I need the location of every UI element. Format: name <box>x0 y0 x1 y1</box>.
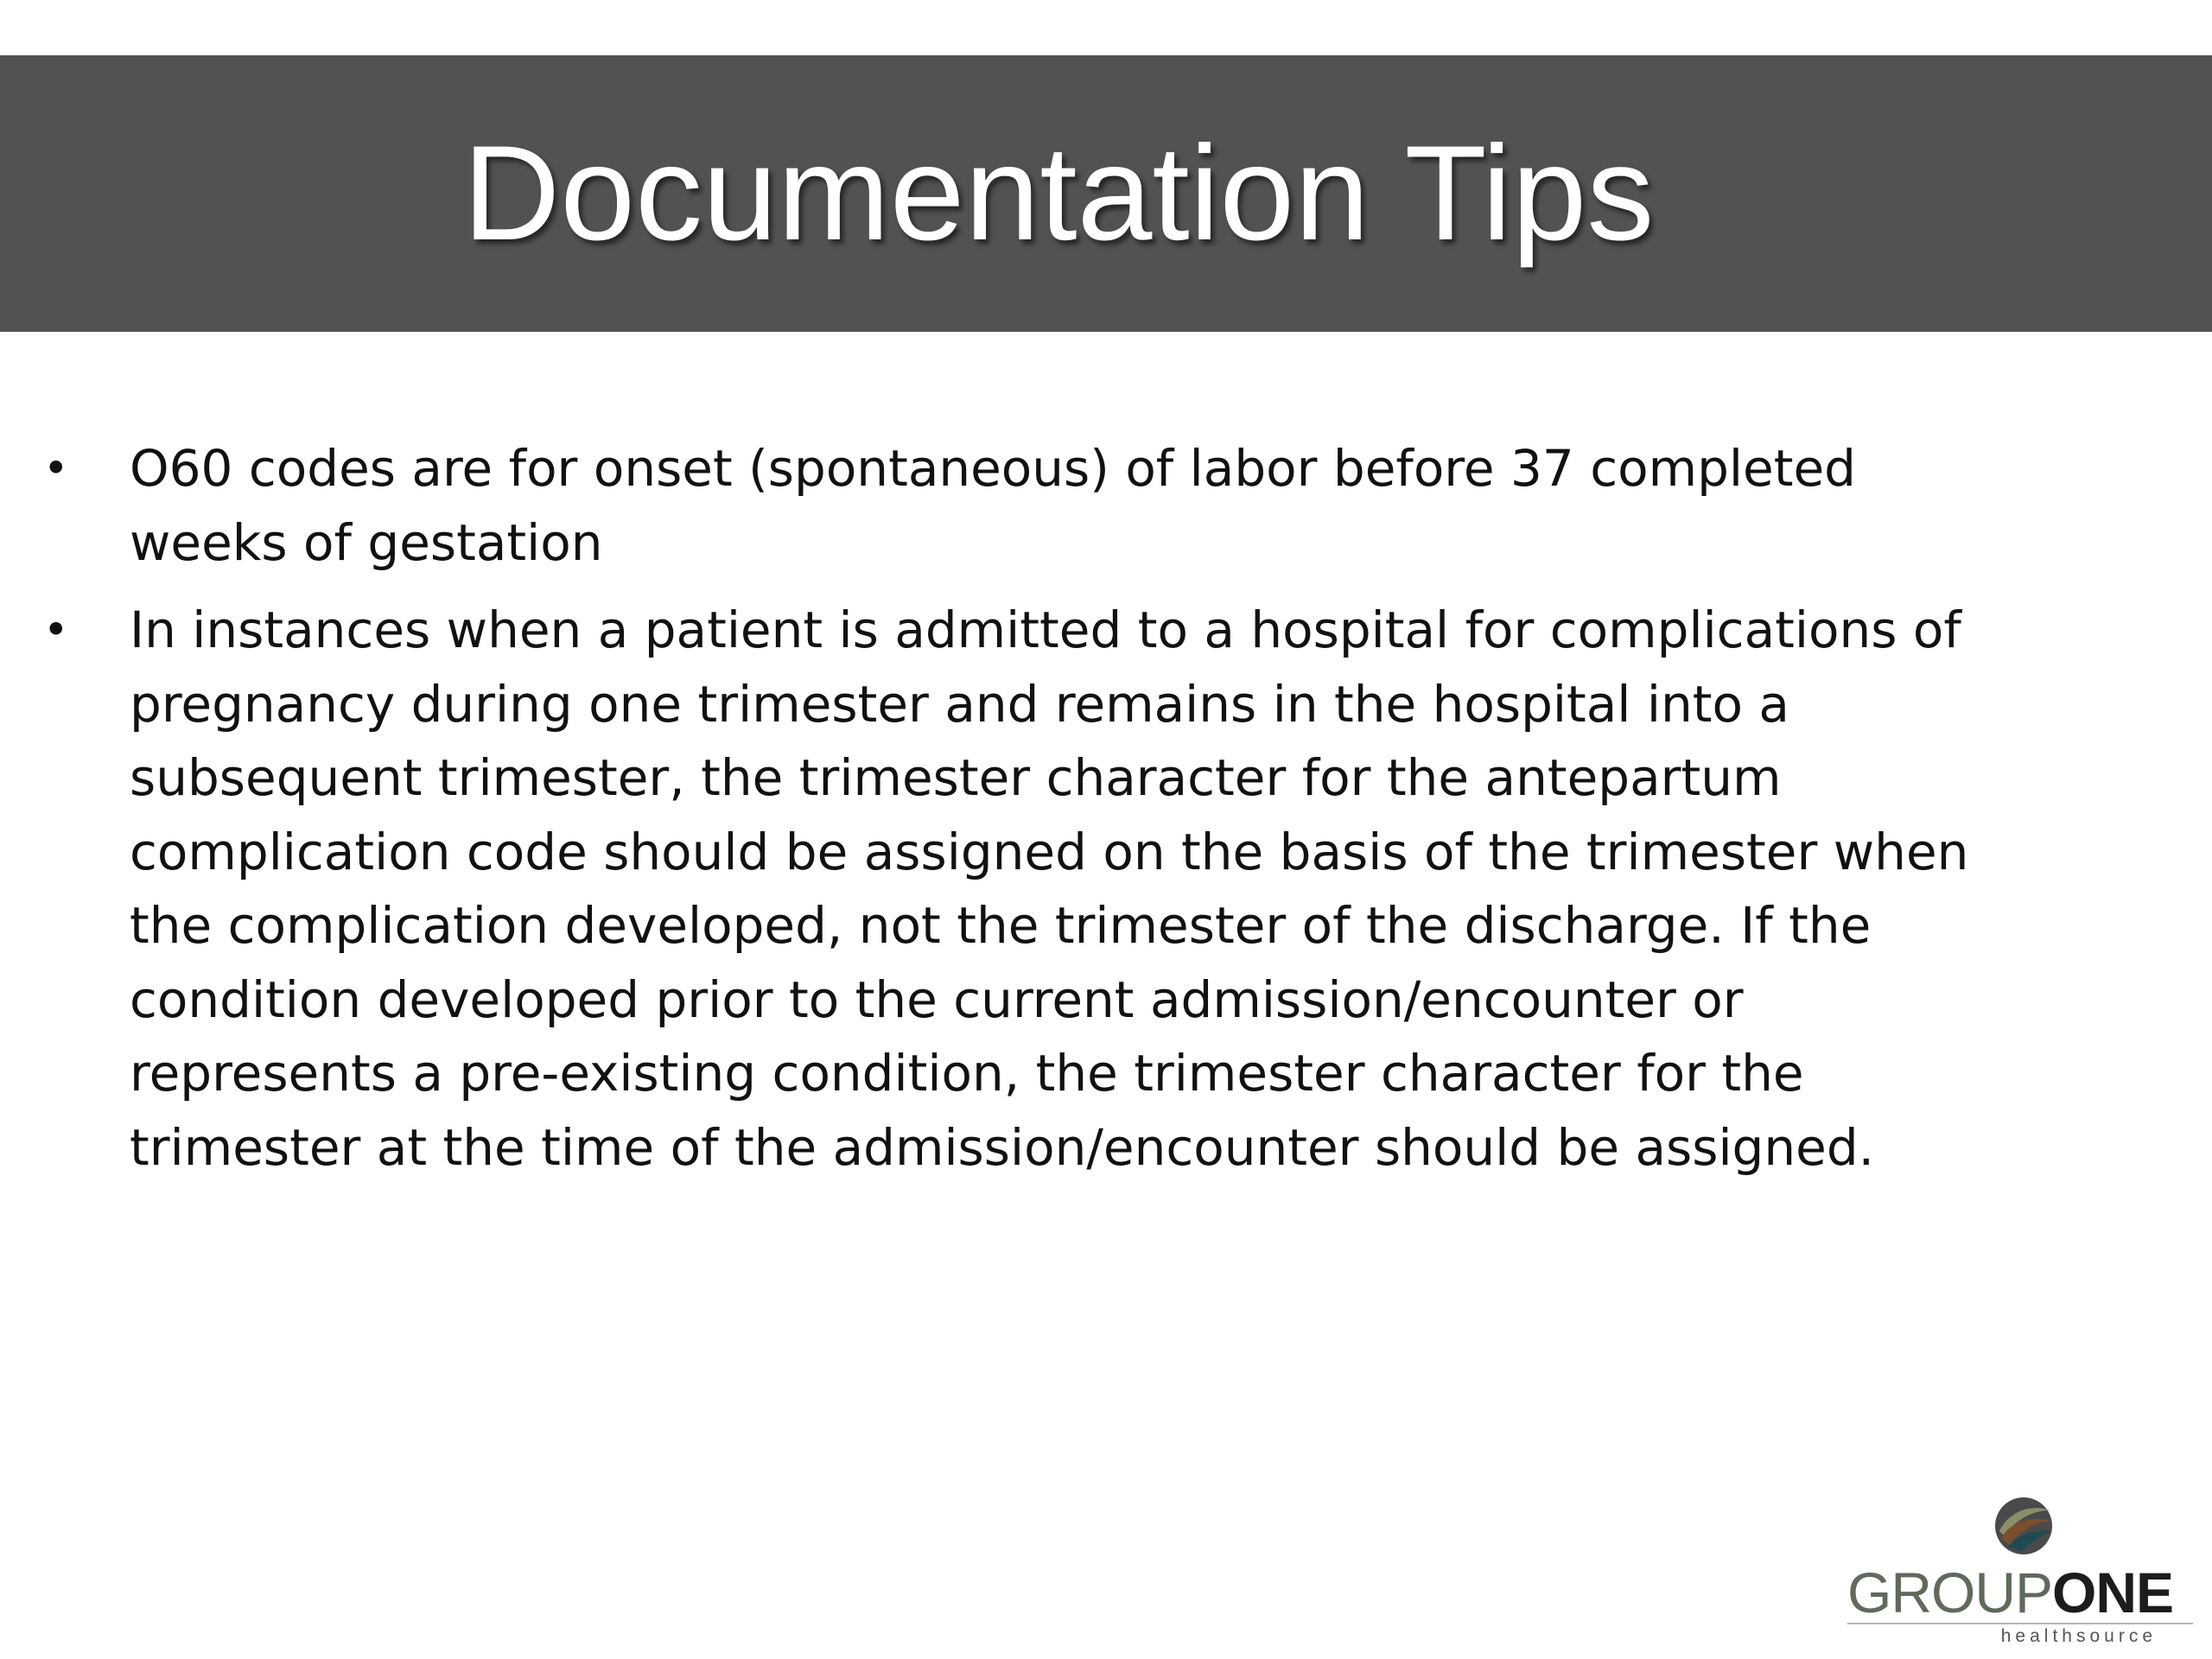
company-logo <box>1847 1495 2193 1646</box>
bullet-line: weeks of gestation <box>130 512 603 572</box>
bullet-item-2 <box>43 594 2031 1185</box>
bullet-marker: • <box>43 605 69 655</box>
logo-word-one: ONE <box>2052 1560 2174 1624</box>
bullet-line: represents a pre-existing condition, the trimester character for the <box>130 1044 1804 1103</box>
slide-content <box>43 432 2031 1198</box>
bullet-line: In instances when a patient is admitted to a hospital for complications of <box>130 601 1961 659</box>
bullet-line: condition developed prior to the current admission/encounter or <box>130 969 1744 1029</box>
bullet-line: complication code should be assigned on the basis of the trimester when <box>130 822 1969 881</box>
slide-title: Documentation Tips <box>462 118 1655 269</box>
bullet-item-1 <box>43 432 2031 580</box>
bullet-line: pregnancy during one trimester and remains in the hospital into a <box>130 674 1789 734</box>
logo-wordmark <box>1847 1562 2193 1623</box>
bullet-line: trimester at the time of the admission/encounter should be assigned. <box>130 1117 1875 1177</box>
bullet-line: subsequent trimester, the trimester character for the antepartum <box>130 748 1782 807</box>
bullet-marker: • <box>43 443 69 493</box>
bullet-list <box>43 432 2031 1185</box>
swoosh-globe-icon <box>1993 1495 2055 1557</box>
logo-subtitle: healthsource <box>1847 1623 2193 1647</box>
bullet-line: O60 codes are for onset (spontaneous) of labor before 37 completed <box>130 439 1856 498</box>
bullet-line: the complication developed, not the trimester of the discharge. If the <box>130 896 1872 955</box>
logo-word-group: GROUP <box>1847 1560 2053 1624</box>
